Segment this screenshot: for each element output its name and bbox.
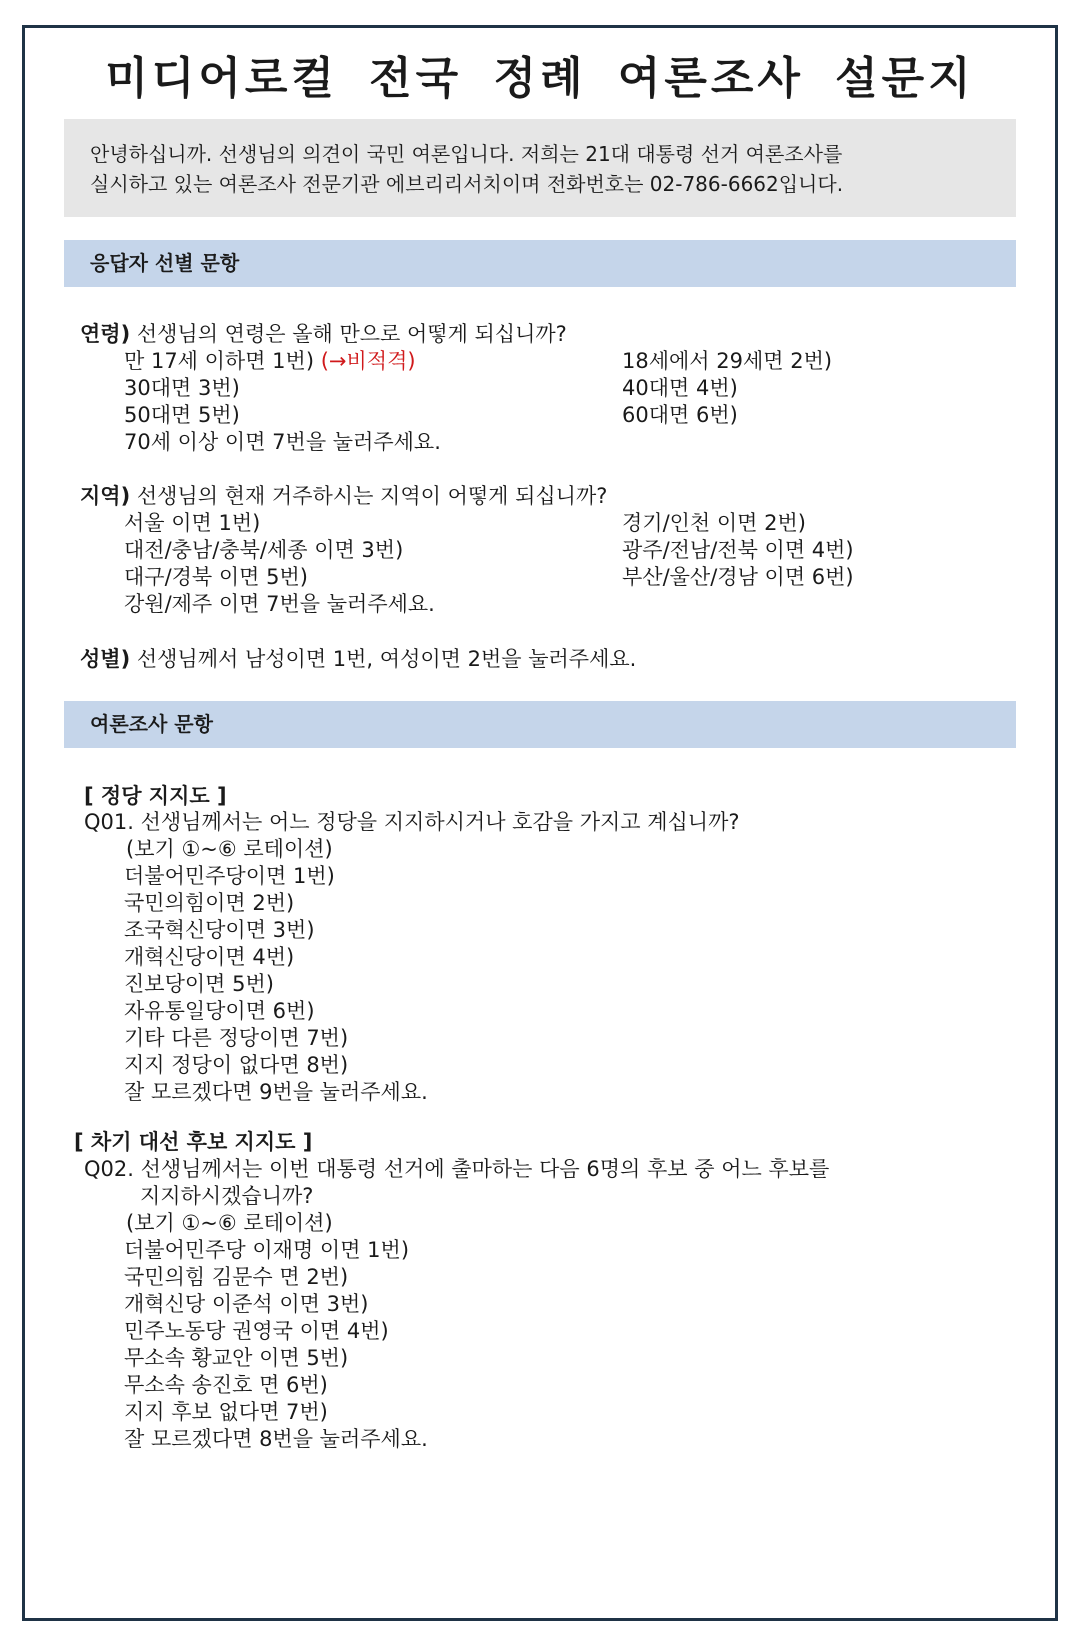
q1-question: Q01. 선생님께서는 어느 정당을 지지하시거나 호감을 가지고 계십니까?	[84, 810, 740, 834]
region-question	[80, 482, 607, 510]
region-option-2: 경기/인천 이면 2번)	[622, 511, 806, 535]
q1-option: 진보당이면 5번)	[124, 972, 274, 996]
intro-line-1: 안녕하십니까. 선생님의 의견이 국민 여론입니다. 저희는 21대 대통령 선거 여론조사를	[90, 142, 843, 166]
q1-option: 조국혁신당이면 3번)	[124, 918, 315, 942]
q1-option: 개혁신당이면 4번)	[124, 945, 295, 969]
q2-option: 지지 후보 없다면 7번)	[124, 1400, 328, 1424]
region-question-text: 선생님의 현재 거주하시는 지역이 어떻게 되십니까?	[136, 484, 608, 508]
q1-option: 기타 다른 정당이면 7번)	[124, 1026, 349, 1050]
region-option-1: 서울 이면 1번)	[124, 511, 261, 535]
q1-option: 자유통일당이면 6번)	[124, 999, 315, 1023]
q1-heading: [ 정당 지지도 ]	[84, 784, 227, 808]
section-band-screening: 응답자 선별 문항	[64, 240, 1016, 287]
region-option-7: 강원/제주 이면 7번을 눌러주세요.	[124, 592, 435, 616]
section-band-survey: 여론조사 문항	[64, 701, 1016, 748]
q1-option: 국민의힘이면 2번)	[124, 891, 295, 915]
intro-line-2: 실시하고 있는 여론조사 전문기관 에브리리서치이며 전화번호는 02-786-6662입니다.	[90, 172, 844, 196]
q1-option: 더불어민주당이면 1번)	[124, 864, 335, 888]
q2-option: 더불어민주당 이재명 이면 1번)	[124, 1238, 410, 1262]
age-option-2: 18세에서 29세면 2번)	[622, 349, 833, 373]
region-option-5: 대구/경북 이면 5번)	[124, 565, 308, 589]
q1-rotation-note: (보기 ①~⑥ 로테이션)	[126, 837, 333, 861]
q2-option: 잘 모르겠다면 8번을 눌러주세요.	[124, 1427, 428, 1451]
page-title: 미디어로컬 전국 정례 여론조사 설문지	[105, 53, 975, 104]
region-label: 지역)	[80, 484, 131, 508]
region-option-3: 대전/충남/충북/세종 이면 3번)	[124, 538, 404, 562]
age-option-7: 70세 이상 이면 7번을 눌러주세요.	[124, 430, 441, 454]
q1-option: 지지 정당이 없다면 8번)	[124, 1053, 349, 1077]
region-option-4: 광주/전남/전북 이면 4번)	[622, 538, 854, 562]
q1-option: 잘 모르겠다면 9번을 눌러주세요.	[124, 1080, 428, 1104]
q2-option: 국민의힘 김문수 면 2번)	[124, 1265, 349, 1289]
q2-option: 무소속 송진호 면 6번)	[124, 1373, 328, 1397]
age-question-text: 선생님의 연령은 올해 만으로 어떻게 되십니까?	[136, 322, 567, 346]
q2-heading: [ 차기 대선 후보 지지도 ]	[74, 1130, 313, 1154]
gender-question-text: 선생님께서 남성이면 1번, 여성이면 2번을 눌러주세요.	[136, 647, 637, 671]
age-option-1-text: 만 17세 이하면 1번)	[124, 349, 315, 373]
age-option-5: 50대면 5번)	[124, 403, 240, 427]
age-option-1	[124, 347, 416, 375]
q2-option: 무소속 황교안 이면 5번)	[124, 1346, 349, 1370]
gender-question	[80, 645, 636, 673]
q2-question: Q02. 선생님께서는 이번 대통령 선거에 출마하는 다음 6명의 후보 중 어느 후보를	[84, 1157, 830, 1181]
age-option-6: 60대면 6번)	[622, 403, 738, 427]
age-question	[80, 320, 567, 348]
gender-label: 성별)	[80, 647, 131, 671]
q2-option: 개혁신당 이준석 이면 3번)	[124, 1292, 369, 1316]
intro-box	[64, 119, 1016, 217]
q2-option: 민주노동당 권영국 이면 4번)	[124, 1319, 389, 1343]
age-option-4: 40대면 4번)	[622, 376, 738, 400]
age-option-3: 30대면 3번)	[124, 376, 240, 400]
region-option-6: 부산/울산/경남 이면 6번)	[622, 565, 854, 589]
q2-rotation-note: (보기 ①~⑥ 로테이션)	[126, 1211, 333, 1235]
q2-question-cont: 지지하시겠습니까?	[140, 1184, 314, 1208]
ineligible-note: (→비적격)	[320, 349, 416, 373]
age-label: 연령)	[80, 322, 131, 346]
